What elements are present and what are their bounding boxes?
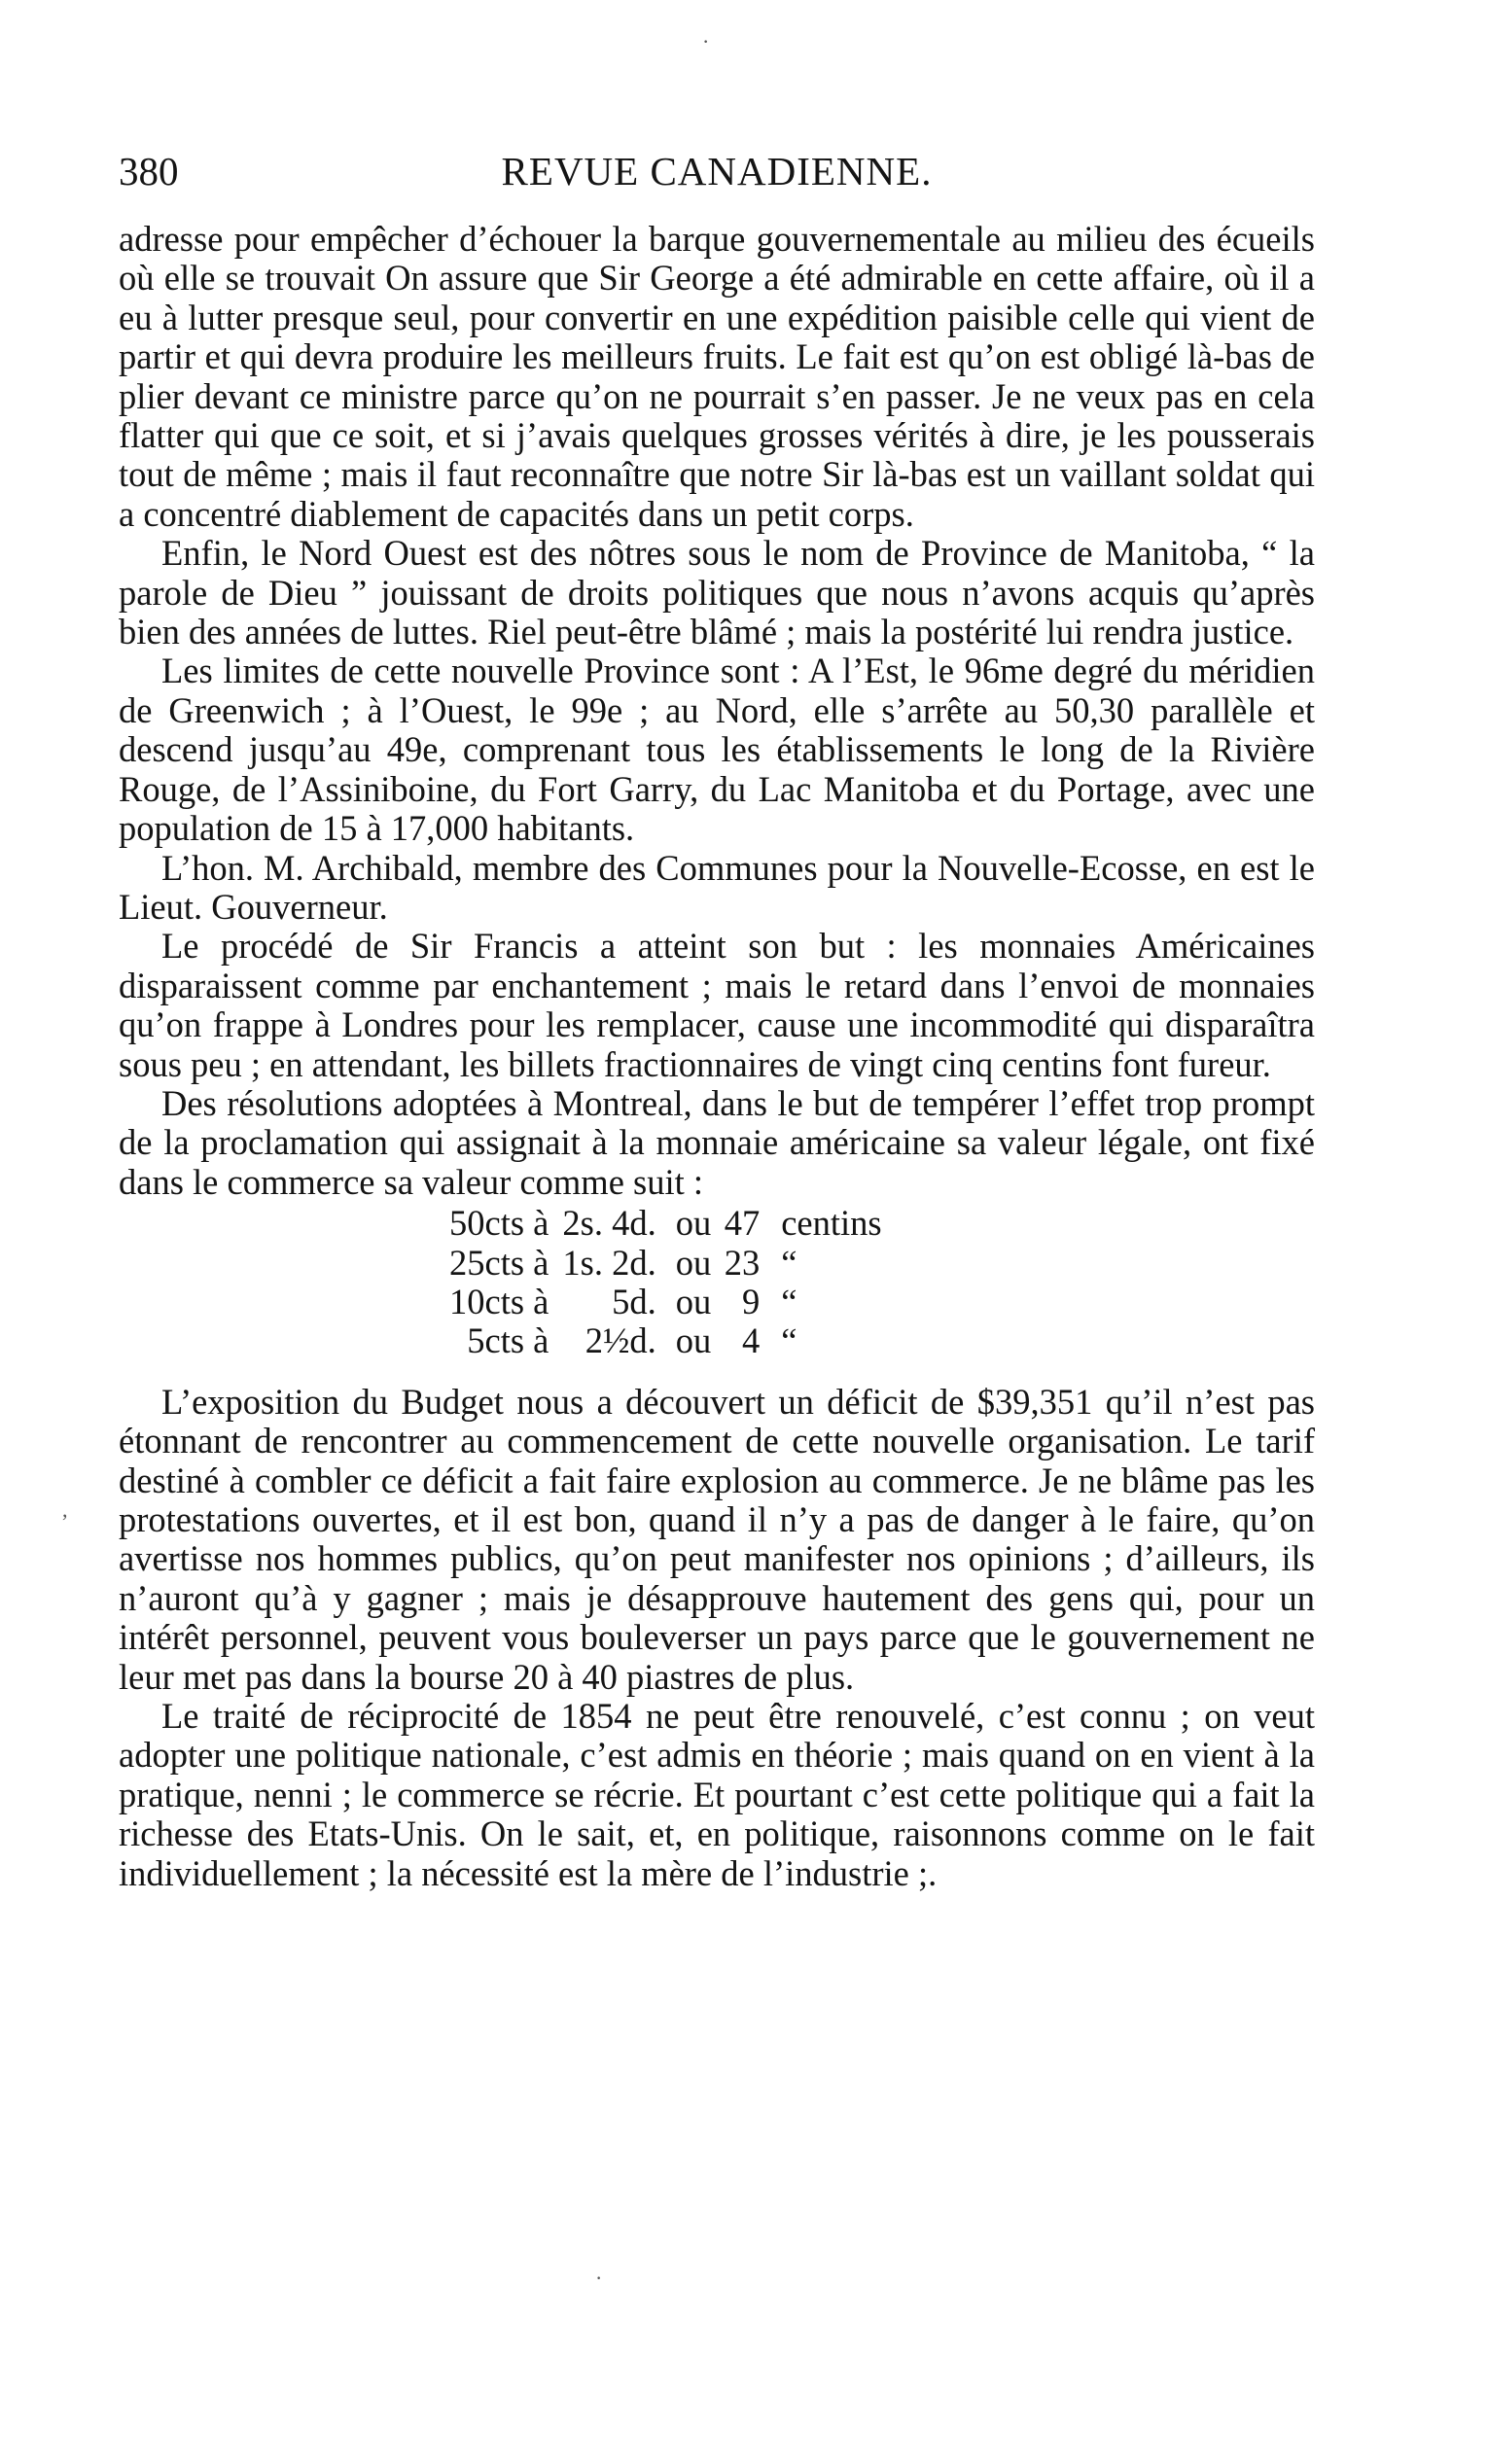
rate-ou: ou	[675, 1320, 712, 1361]
rate-sterling: 2s. 4d.	[562, 1203, 656, 1244]
paragraph-reciprocity: Le traité de réciprocité de 1854 ne peut être renouvelé, c’est connu ; on veut adopter une politique nationale, c’est admis en théorie ; mais quand on en vient à la pratique, nenni ; le commerce se récrie. Et pourtant c’est cette politique qui a fait la richesse des Etats-Unis. On le sait, et, en politique, raisonnons comme on le fait individuellement ; la nécessité est la mère de l’industrie ;.	[119, 1696, 1315, 1893]
rate-cents: 50cts à	[449, 1203, 549, 1244]
rate-ou: ou	[675, 1242, 712, 1283]
rate-sterling: 5d.	[612, 1281, 656, 1321]
rate-sterling: 1s. 2d.	[562, 1242, 656, 1283]
print-speck: ,	[62, 1497, 68, 1522]
rate-cents: 25cts à	[449, 1242, 549, 1283]
rate-unit: “	[781, 1281, 797, 1321]
paragraph-archibald: L’hon. M. Archibald, membre des Communes pour la Nouvelle-Ecosse, en est le Lieut. Gouverneur.	[119, 847, 1315, 927]
paragraph-province-limits: Les limites de cette nouvelle Province sont : A l’Est, le 96me degré du méridien de Greenwich ; à l’Ouest, le 99e ; au Nord, elle s’arrête au 50,30 parallèle et descend jusqu’au 49e, comprenant tous les établissements le long de la Rivière Rouge, de l’Assiniboine, du Fort Garry, du Lac Manitoba et du Portage, avec une population de 15 à 17,000 habitants.	[119, 651, 1315, 849]
rate-ou: ou	[675, 1281, 712, 1321]
paragraph-resolutions: Des résolutions adoptées à Montreal, dans le but de tempérer l’effet trop prompt de la proclamation qui assignait à la monnaie américaine sa valeur légale, ont fixé dans le commerce sa valeur comme suit :	[119, 1082, 1315, 1202]
rate-cents: 5cts à	[467, 1320, 549, 1361]
rate-row	[449, 1283, 892, 1321]
rate-row	[449, 1321, 892, 1360]
page-header	[119, 142, 1315, 200]
paragraph-manitoba: Enfin, le Nord Ouest est des nôtres sous le nom de Province de Manitoba, “ la parole de Dieu ” jouissant de droits politiques que nous n’avons acquis qu’après bien des années de luttes. Riel peut-être blâmé ; mais la postérité lui rendra justice.	[119, 533, 1315, 652]
rate-row	[449, 1244, 892, 1283]
rate-cents: 10cts à	[449, 1281, 549, 1321]
print-speck: ·	[702, 29, 710, 53]
body-text	[119, 220, 1315, 1893]
print-speck: ·	[595, 2266, 603, 2290]
rate-ou: ou	[675, 1203, 712, 1244]
rate-unit: “	[781, 1320, 797, 1361]
rate-centins-value: 4	[741, 1320, 761, 1361]
currency-rate-table	[449, 1204, 892, 1361]
paragraph-budget: L’exposition du Budget nous a découvert un déficit de $39,351 qu’il n’est pas étonnant de rencontrer au commencement de cette nouvelle organisation. Le tarif destiné à combler ce déficit a fait faire explosion au commerce. Je ne blâme pas les protestations ouvertes, et il est bon, quand il n’y a pas de danger à le faire, qu’on avertisse nos hommes publics, qu’on peut manifester nos opinions ; d’ailleurs, ils n’auront qu’à y gagner ; mais je désapprouve hautement des gens qui, pour un intérêt personnel, peuvent vous bouleverser un pays parce que le gouvernement ne leur met pas dans la bourse 20 à 40 piastres de plus.	[119, 1381, 1315, 1697]
rate-centins-value: 47	[724, 1203, 761, 1244]
rate-sterling: 2½d.	[585, 1320, 656, 1361]
running-title: REVUE CANADIENNE.	[501, 149, 933, 194]
rate-unit: “	[781, 1242, 797, 1283]
rate-row	[449, 1204, 892, 1243]
paragraph-sir-francis: Le procédé de Sir Francis a atteint son but : les monnaies Américaines disparaissent comme par enchantement ; mais le retard dans l’envoi de monnaies qu’on frappe à Londres pour les remplacer, cause une incommodité qui disparaîtra sous peu ; en attendant, les billets fractionnaires de vingt cinq centins font fureur.	[119, 926, 1315, 1084]
rate-unit: centins	[781, 1203, 882, 1244]
paragraph-continuation: adresse pour empêcher d’échouer la barque gouvernementale au milieu des écueils où elle se trouvait On assure que Sir George a été admirable en cette affaire, où il a eu à lutter presque seul, pour convertir en une expédition paisible celle qui vient de partir et qui devra produire les meilleurs fruits. Le fait est qu’on est obligé là-bas de plier devant ce ministre parce qu’on ne pourrait s’en passer. Je ne veux pas en cela flatter qui que ce soit, et si j’avais quelques grosses vérités à dire, je les pousserais tout de même ; mais il faut reconnaître que notre Sir là-bas est un vaillant soldat qui a concentré diablement de capacités dans un petit corps.	[119, 219, 1315, 534]
rate-centins-value: 9	[741, 1281, 761, 1321]
page-number: 380	[119, 149, 179, 194]
rate-centins-value: 23	[724, 1242, 761, 1283]
book-page	[119, 142, 1315, 1893]
